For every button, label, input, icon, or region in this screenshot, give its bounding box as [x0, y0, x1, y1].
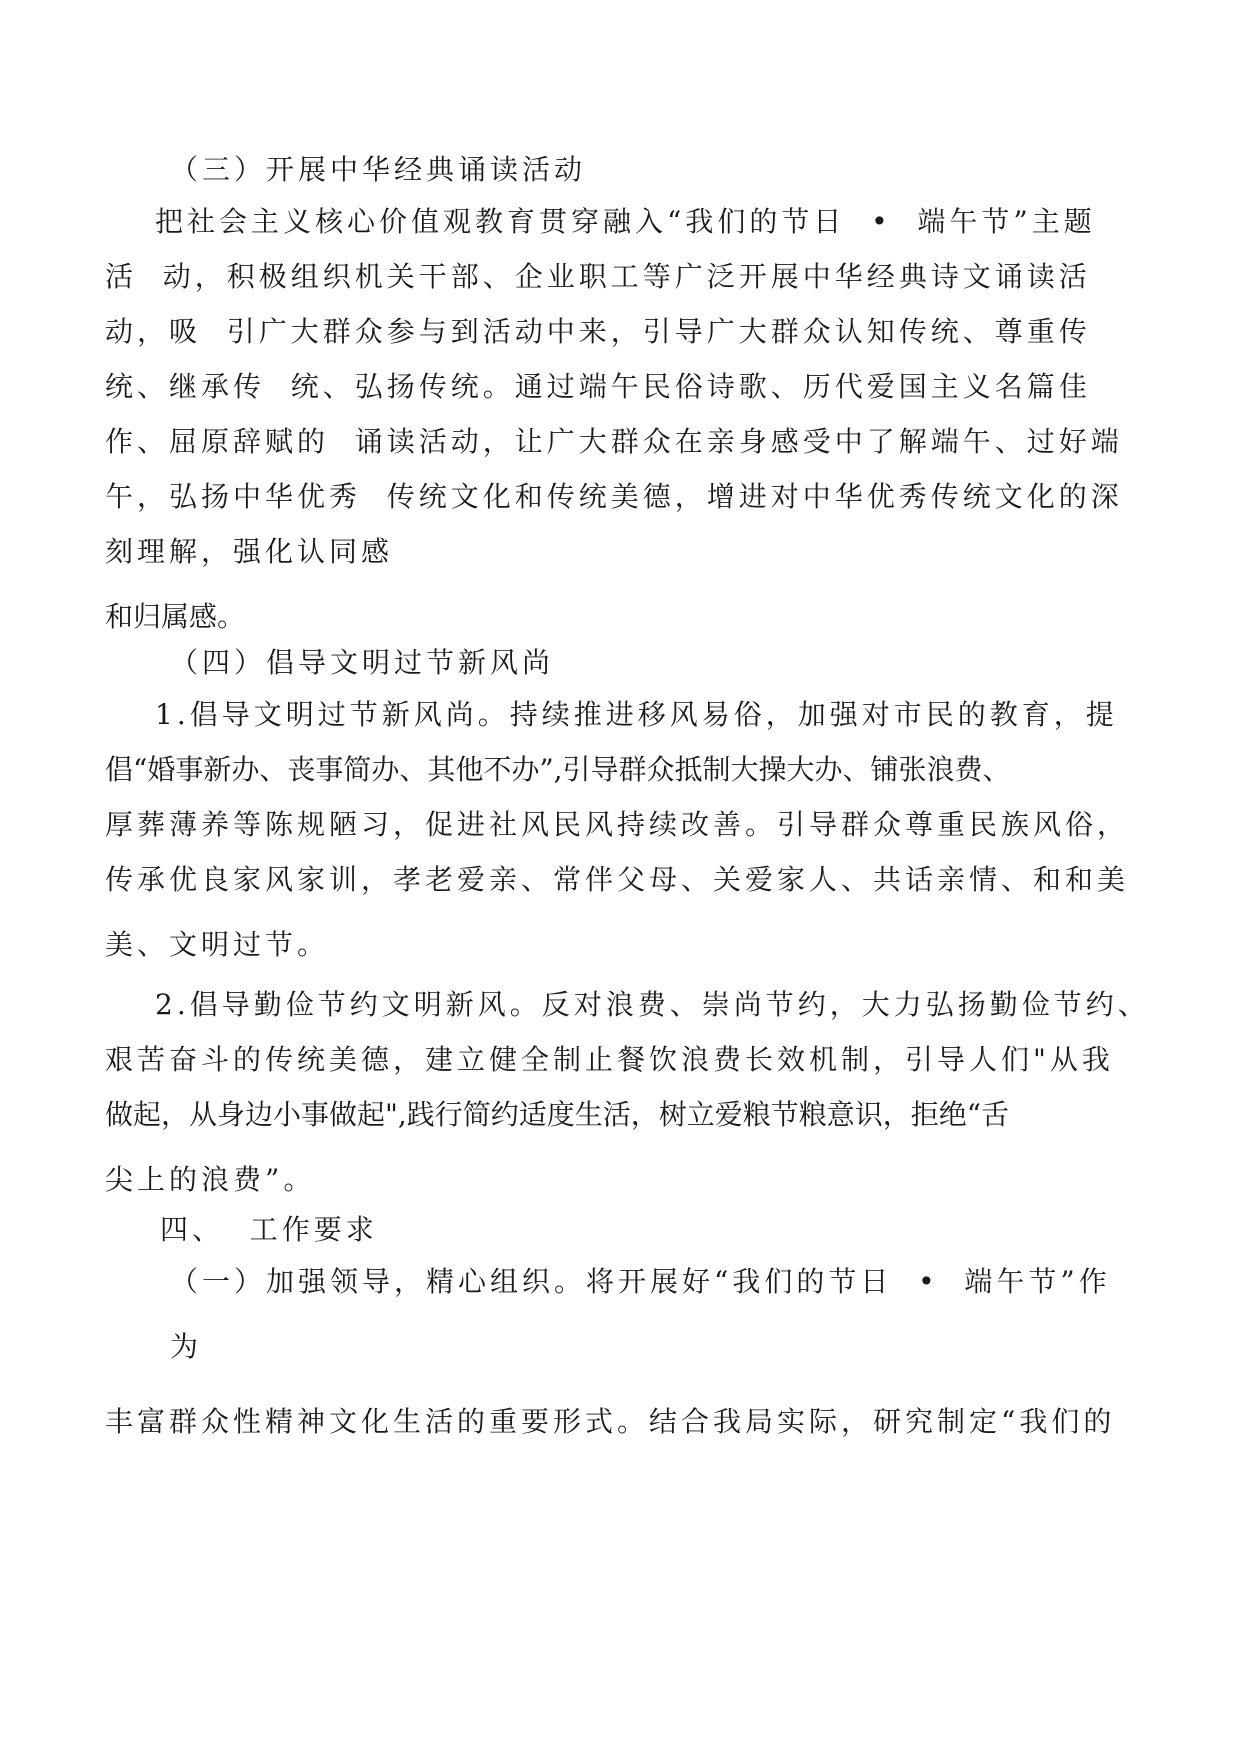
paragraph-line: 艰苦奋斗的传统美德，建立健全制止餐饮浪费长效机制，引导人们"从我 — [105, 1043, 1114, 1076]
paragraph-line: 倡“婚事新办、丧事简办、其他不办”,引导群众抵制大操大办、铺张浪费、 — [105, 753, 1011, 786]
paragraph-line: 美、文明过节。 — [105, 928, 330, 961]
list-item-1: 1.倡导文明过节新风尚。持续推进移风易俗，加强对市民的教育，提 — [155, 698, 1118, 731]
paragraph-line: 把社会主义核心价值观教育贯穿融入“我们的节日 • 端午节”主题 — [155, 205, 1096, 238]
paragraph-line: 午，弘扬中华优秀 传统文化和传统美德，增进对中华优秀传统文化的深 — [105, 480, 1123, 513]
paragraph-line: 作、屈原辞赋的 诵读活动，让广大群众在亲身感受中了解端午、过好端 — [105, 425, 1123, 458]
section-heading-work: 四、 工作要求 — [160, 1213, 378, 1246]
paragraph-line: 尖上的浪费”。 — [105, 1163, 316, 1196]
paragraph-line: 刻理解，强化认同感 — [105, 535, 394, 568]
paragraph-line: 丰富群众性精神文化生活的重要形式。结合我局实际，研究制定“我们的 — [105, 1405, 1116, 1438]
section-heading-3: （三）开展中华经典诵读活动 — [170, 153, 587, 186]
paragraph-line: 为 — [170, 1330, 203, 1363]
paragraph-line: 动，吸 引广大群众参与到活动中来，引导广大群众认知传统、尊重传 — [105, 315, 1091, 348]
paragraph-line: 传承优良家风家训，孝老爱亲、常伴父母、关爱家人、共话亲情、和和美 — [105, 863, 1130, 896]
paragraph-line: 做起，从身边小事做起",践行简约适度生活，树立爱粮节粮意识，拒绝“舌 — [105, 1098, 1010, 1131]
paragraph-line: 活 动，积极组织机关干部、企业职工等广泛开展中华经典诗文诵读活 — [105, 260, 1091, 293]
list-item-2: 2.倡导勤俭节约文明新风。反对浪费、崇尚节约，大力弘扬勤俭节约、 — [155, 988, 1150, 1021]
paragraph-line: 厚葬薄养等陈规陋习，促进社风民风持续改善。引导群众尊重民族风俗， — [105, 808, 1130, 841]
subsection-heading-1: （一）加强领导，精心组织。将开展好“我们的节日 • 端午节”作 — [170, 1265, 1111, 1298]
paragraph-line: 统、继承传 统、弘扬传统。通过端午民俗诗歌、历代爱国主义名篇佳 — [105, 370, 1091, 403]
section-heading-4: （四）倡导文明过节新风尚 — [170, 646, 555, 679]
paragraph-line: 和归属感。 — [105, 600, 246, 633]
